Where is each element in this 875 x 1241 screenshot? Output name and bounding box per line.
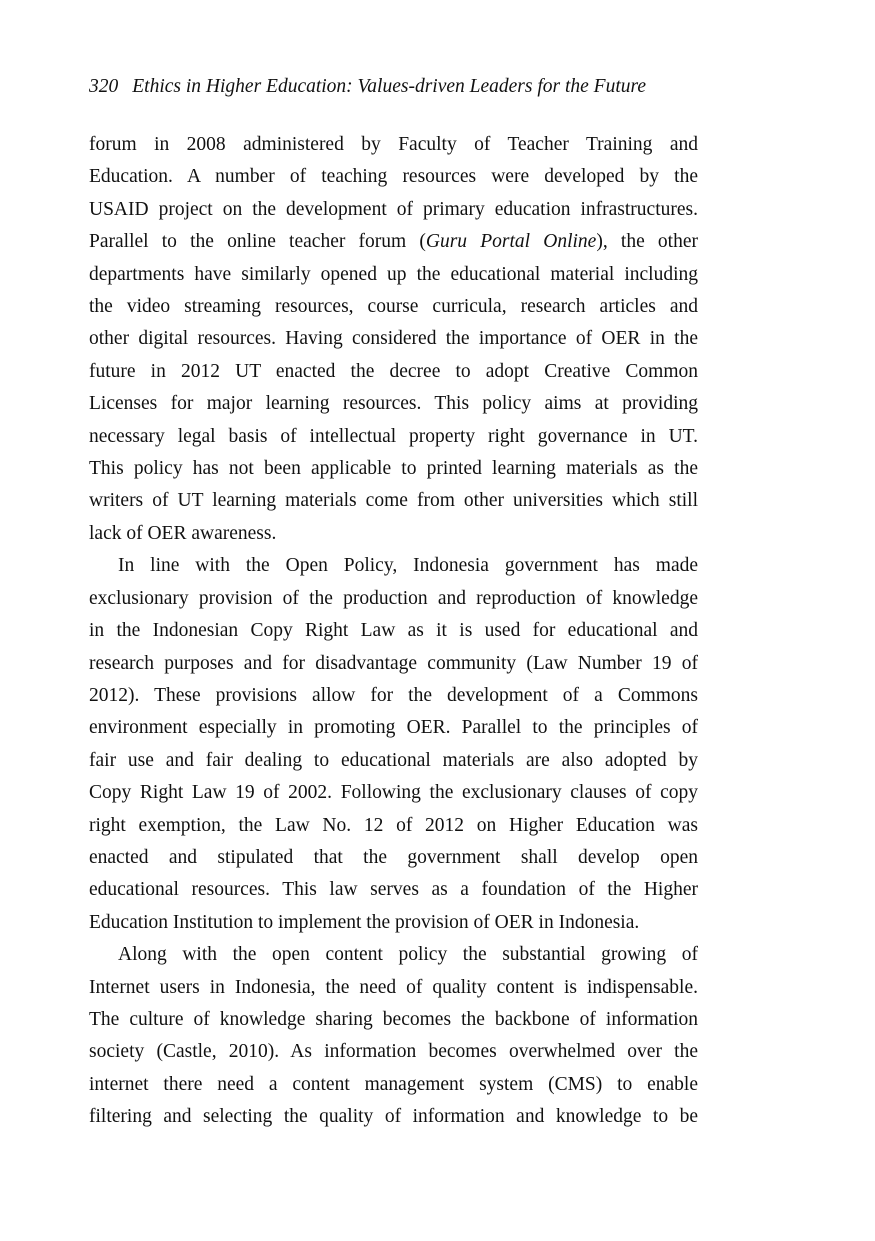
text-line: other digital resources. Having considered the importance of OER in the	[89, 328, 698, 350]
text-line: writers of UT learning materials come from other universities which still	[89, 490, 698, 512]
text-line: departments have similarly opened up the educational material including	[89, 263, 698, 285]
book-title: Ethics in Higher Education: Values-driven Leaders for the Future	[132, 76, 647, 97]
italic-title: Guru Portal Online	[425, 231, 597, 253]
text-line: This policy has not been applicable to printed learning materials as the	[89, 458, 698, 480]
text-line: 2012). These provisions allow for the development of a Commons	[89, 684, 698, 706]
paragraph-3	[89, 939, 698, 1133]
text-line: Copy Right Law 19 of 2002. Following the exclusionary clauses of copy	[89, 782, 698, 804]
text-line: filtering and selecting the quality of information and knowledge to be	[89, 1106, 698, 1128]
paragraph-1	[89, 129, 698, 550]
text-line: USAID project on the development of primary education infrastructures.	[89, 198, 698, 220]
text-line: internet there need a content management system (CMS) to enable	[89, 1073, 698, 1095]
text-line: in the Indonesian Copy Right Law as it is used for educational and	[89, 620, 698, 642]
text-line: Internet users in Indonesia, the need of quality content is indispensable.	[89, 976, 698, 998]
text-line: enacted and stipulated that the government shall develop open	[89, 846, 698, 868]
text-segment: ), the other	[596, 231, 698, 253]
text-line: future in 2012 UT enacted the decree to adopt Creative Common	[89, 360, 698, 382]
text-line: The culture of knowledge sharing becomes the backbone of information	[89, 1008, 698, 1030]
text-line: Education. A number of teaching resources were developed by the	[89, 166, 698, 188]
text-line-with-italic	[89, 226, 698, 258]
text-line: fair use and fair dealing to educational materials are also adopted by	[89, 749, 698, 771]
text-line: society (Castle, 2010). As information becomes overwhelmed over the	[89, 1041, 698, 1063]
text-line: Along with the open content policy the substantial growing of	[118, 944, 698, 966]
page-number: 320	[89, 76, 119, 97]
text-line: necessary legal basis of intellectual property right governance in UT.	[89, 425, 698, 447]
text-line: forum in 2008 administered by Faculty of Teacher Training and	[89, 134, 698, 155]
paragraph-2	[89, 550, 698, 939]
text-line: In line with the Open Policy, Indonesia government has made	[118, 555, 698, 577]
text-line: right exemption, the Law No. 12 of 2012 on Higher Education was	[89, 814, 698, 836]
body-text	[89, 129, 698, 1134]
text-line: Education Institution to implement the provision of OER in Indonesia.	[89, 911, 640, 933]
text-line: educational resources. This law serves as a foundation of the Higher	[89, 879, 698, 901]
text-line: Licenses for major learning resources. This policy aims at providing	[89, 393, 698, 415]
text-line: research purposes and for disadvantage community (Law Number 19 of	[89, 652, 698, 674]
running-head	[89, 74, 709, 100]
text-line: environment especially in promoting OER. Parallel to the principles of	[89, 717, 698, 739]
text-segment: Parallel to the online teacher forum (	[89, 231, 426, 253]
text-line: exclusionary provision of the production and reproduction of knowledge	[89, 587, 698, 609]
text-line: lack of OER awareness.	[89, 522, 277, 544]
text-line: the video streaming resources, course curricula, research articles and	[89, 296, 698, 318]
